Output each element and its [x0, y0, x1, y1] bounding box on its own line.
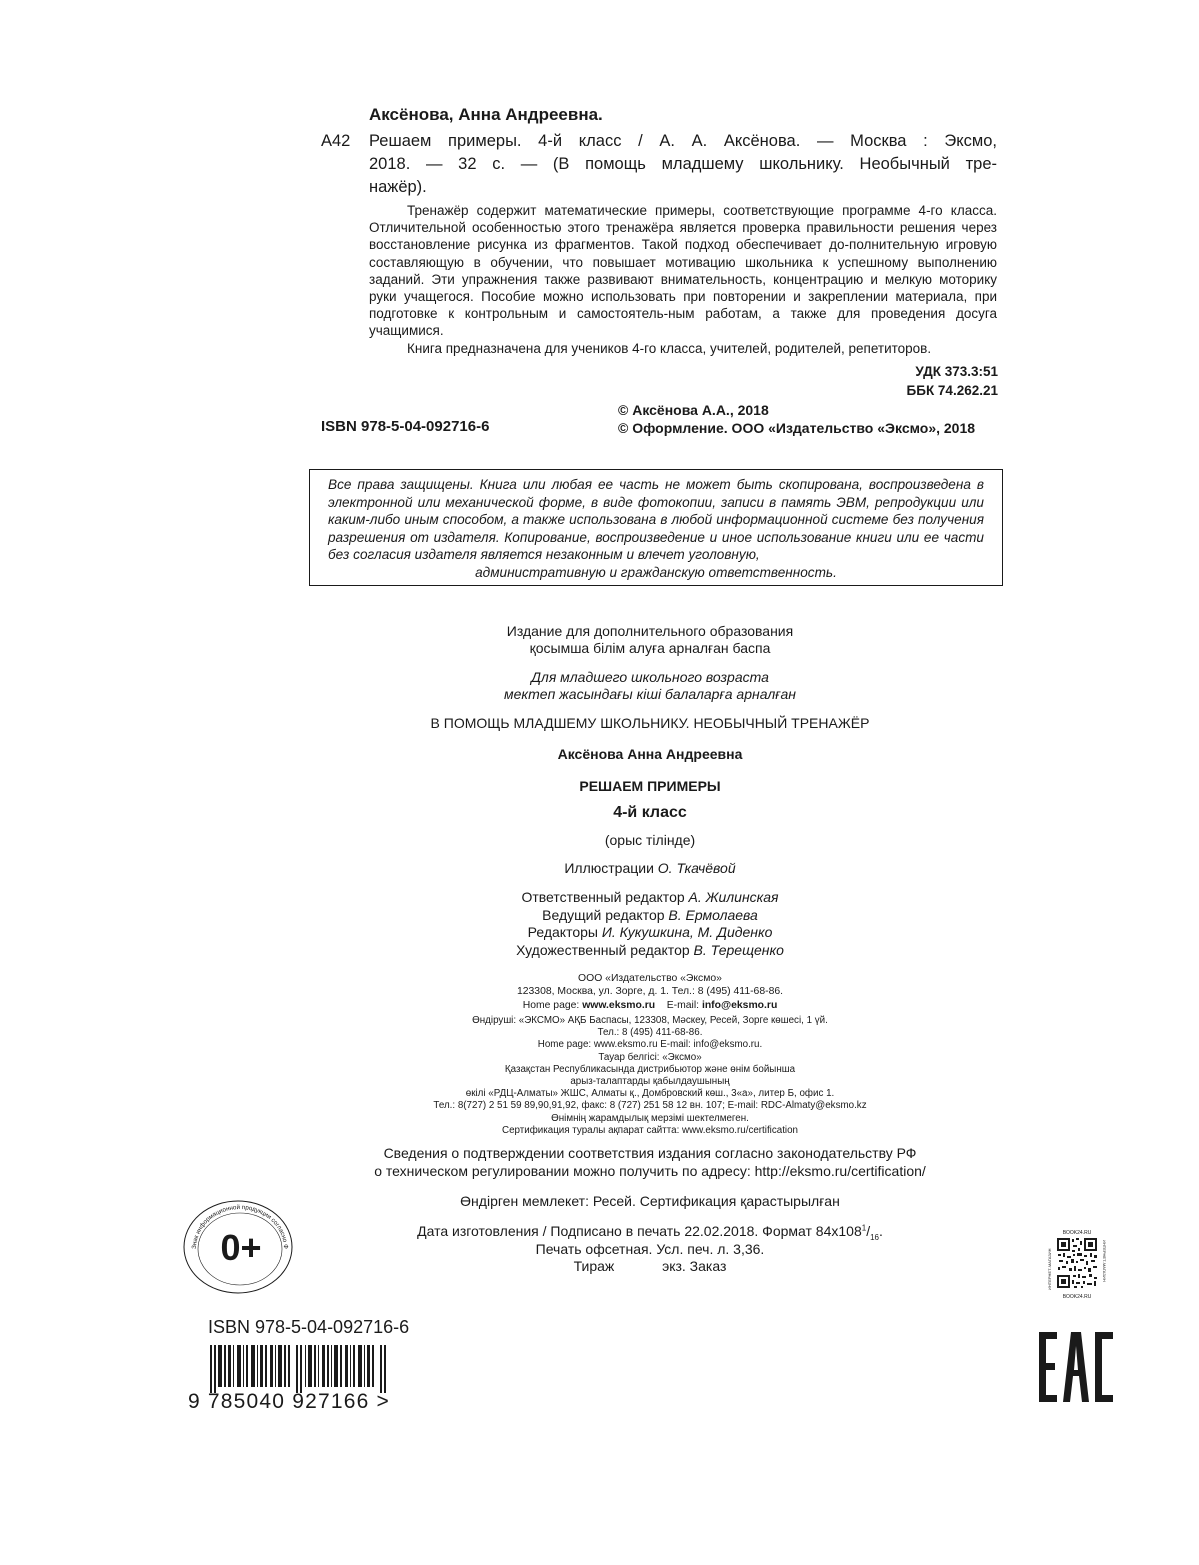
title-line-3: нажёр).: [369, 178, 427, 196]
bbk-code: ББК 74.262.21: [906, 383, 998, 398]
eac-mark: [1037, 1330, 1115, 1409]
email-link[interactable]: info@eksmo.ru: [701, 999, 778, 1011]
imprint-title: РЕШАЕМ ПРИМЕРЫ: [579, 778, 721, 794]
staff-row: [300, 942, 1000, 960]
qr-left-label: ИНТЕРНЕТ-МАГАЗИН: [1047, 1248, 1052, 1290]
order-label: экз. Заказ: [662, 1258, 727, 1274]
copyright-author: © Аксёнова А.А., 2018: [618, 402, 769, 418]
isbn-top: ISBN 978-5-04-092716-6: [321, 418, 490, 435]
certification-line-1: Сведения о подтверждении соответствия издания согласно законодательству РФ: [383, 1145, 917, 1161]
imprint-author: Аксёнова Анна Андреевна: [557, 746, 743, 762]
qr-code-icon: [1047, 1228, 1107, 1298]
annotation: [369, 202, 997, 357]
age-rating-text: 0+: [220, 1227, 262, 1268]
publisher-name: ООО «Издательство «Эксмо»: [578, 973, 722, 984]
staff-name: В. Терещенко: [693, 941, 784, 958]
publisher-block: [300, 972, 1000, 1012]
publisher-kz-block: [300, 1015, 1000, 1137]
classification-codes: [700, 362, 998, 400]
title-line-2: 2018. — 32 с. — (В помощь младшему школьнику. Необычный тре-: [369, 155, 997, 173]
copyright-design: © Оформление. ООО «Издательство «Эксмо», 2018: [618, 420, 976, 436]
badge-ring-text: Знак информационной продукции согласно Ф: [190, 1203, 290, 1250]
library-code: А42: [321, 132, 351, 150]
publisher-address: 123308, Москва, ул. Зорге, д. 1. Тел.: 8 (495) 411-68-86.: [516, 986, 784, 998]
format-fraction-num: 1: [861, 1223, 867, 1233]
circulation-line: [300, 1258, 1000, 1274]
staff-role: Редакторы: [527, 924, 598, 940]
kz-line: арыз-талаптарды қабылдаушының: [570, 1076, 730, 1088]
email-label: E-mail:: [666, 999, 700, 1011]
age-rating-badge: [182, 1199, 294, 1295]
kz-line: Сертификация туралы ақпарат сайтта: www.eksmo.ru/certification: [502, 1124, 798, 1136]
print-line-2: Печать офсетная. Усл. печ. л. 3,36.: [535, 1241, 765, 1257]
rights-notice-box: [309, 469, 1003, 586]
kz-line: Home page: www.eksmo.ru E-mail: info@eksmo.ru.: [537, 1039, 763, 1051]
publisher-contacts: [300, 999, 1000, 1012]
age-ru: Для младшего школьного возраста: [531, 669, 769, 685]
staff-row: [300, 924, 1000, 942]
circulation-label: Тираж: [573, 1258, 615, 1274]
staff-role: Ответственный редактор: [521, 889, 685, 905]
kz-line: Өндіруші: «ЭКСМО» АҚБ Баспасы, 123308, Мәскеу, Ресей, Зорге көшесі, 1 үй.: [472, 1015, 828, 1026]
barcode-icon: [200, 1345, 400, 1393]
certification-line-2: о техническом регулировании можно получить по адресу: http://eksmo.ru/certification/: [374, 1163, 926, 1179]
edition-kz: қосымша білім алуға арналған баспа: [529, 640, 771, 656]
eac-icon: [1037, 1330, 1115, 1404]
rights-text: Все права защищены. Книга или любая ее часть не может быть скопирована, воспроизведена в электронной или механической форме, в виде фотокопии, записи в память ЭВМ, репродукции или каким-либо иным способом, а также использована в любой информационной системе без получения разрешения от издателя. Копирование, воспроизведение и иное использование книги или ее части без согласия издателя является незаконным и влечет уголовную,: [328, 477, 984, 563]
series-title: В ПОМОЩЬ МЛАДШЕМУ ШКОЛЬНИКУ. НЕОБЫЧНЫЙ ТРЕНАЖЁР: [430, 715, 870, 731]
staff-list: [300, 889, 1000, 959]
homepage-link[interactable]: www.eksmo.ru: [582, 999, 656, 1011]
illustrations-credit: [300, 860, 1000, 876]
illustrations-name: О. Ткачёвой: [657, 860, 736, 876]
rights-last-line: административную и гражданскую ответственность.: [475, 564, 837, 580]
kz-line: өкілі «РДЦ-Алматы» ЖШС, Алматы қ., Домбровский көш., 3«а», литер Б, офис 1.: [465, 1088, 835, 1100]
udk-code: УДК 373.3:51: [915, 364, 998, 379]
print-line-1: Дата изготовления / Подписано в печать 22.02.2018. Формат 84х108: [417, 1223, 862, 1239]
kz-line: Өнімнің жарамдылық мерзімі шектелмеген.: [551, 1112, 749, 1124]
kz-line: Қазақстан Республикасында дистрибьютор және өнім бойынша: [504, 1063, 796, 1075]
annotation-text: Тренажёр содержит математические примеры, соответствующие программе 4-го класса. Отличительной особенностью этого тренажёра является проверка правильности решения через восстановление рисунка из фрагментов. Такой подход обеспечивает до-полнительную игровую составляющую в обучении, что повышает мотивацию школьника к успешному выполнению заданий. Эти упражнения также развивают внимательность, концентрацию и мелкую моторику руки учащегося. Пособие можно использовать при повторении и закреплении материала, при подготовке к контрольным и самостоятель-ным работам, а также для проведения досуга учащимися.: [369, 203, 997, 339]
staff-name: В. Ермолаева: [668, 906, 758, 923]
kz-line: Тел.: 8(727) 2 51 59 89,90,91,92, факс: 8 (727) 251 58 12 вн. 107; E-mail: RDC-Almaty@eksmo.kz: [433, 1100, 867, 1112]
kz-line: Тел.: 8 (495) 411-68-86.: [597, 1027, 703, 1039]
edition-ru: Издание для дополнительного образования: [506, 623, 794, 639]
staff-row: [300, 889, 1000, 907]
qr-bottom-label: BOOK24.RU: [1062, 1294, 1092, 1298]
barcode-isbn: ISBN 978-5-04-092716-6: [208, 1317, 410, 1337]
imprint-grade: 4-й класс: [613, 804, 687, 821]
barcode-digits: 9 785040 927166 >: [188, 1390, 390, 1413]
production-country: Өндірген мемлекет: Ресей. Сертификация қарастырылған: [460, 1193, 840, 1209]
illustrations-label: Иллюстрации: [564, 860, 654, 876]
staff-role: Художественный редактор: [516, 941, 690, 958]
qr-code[interactable]: [1047, 1228, 1107, 1303]
staff-name: И. Кукушкина, М. Диденко: [601, 924, 773, 940]
qr-top-label: BOOK24.RU: [1062, 1230, 1092, 1236]
age-rating-icon: [182, 1199, 294, 1295]
format-fraction-den: 16: [870, 1232, 879, 1242]
author-heading: Аксёнова, Анна Андреевна.: [369, 105, 603, 124]
audience-text: Книга предназначена для учеников 4-го класса, учителей, родителей, репетиторов.: [407, 340, 932, 356]
staff-row: [300, 907, 1000, 925]
imprint-language: (орыс тілінде): [604, 832, 696, 848]
print-date-format: Дата изготовления / Подписано в печать 22.02.2018. Формат $84х108^1/_{16}$.: [417, 1223, 883, 1242]
qr-right-label: ИНТЕРНЕТ-МАГАЗИН: [1102, 1240, 1107, 1282]
kz-line: Тауар белгісі: «Эксмо»: [598, 1051, 702, 1063]
age-kz: мектеп жасындағы кіші балаларға арналған: [503, 686, 796, 702]
homepage-label: Home page:: [522, 999, 580, 1011]
staff-name: А. Жилинская: [688, 889, 779, 905]
title-line-1: Решаем примеры. 4-й класс / А. А. Аксёнова. — Москва : Эксмо,: [369, 132, 997, 150]
staff-role: Ведущий редактор: [542, 906, 665, 923]
